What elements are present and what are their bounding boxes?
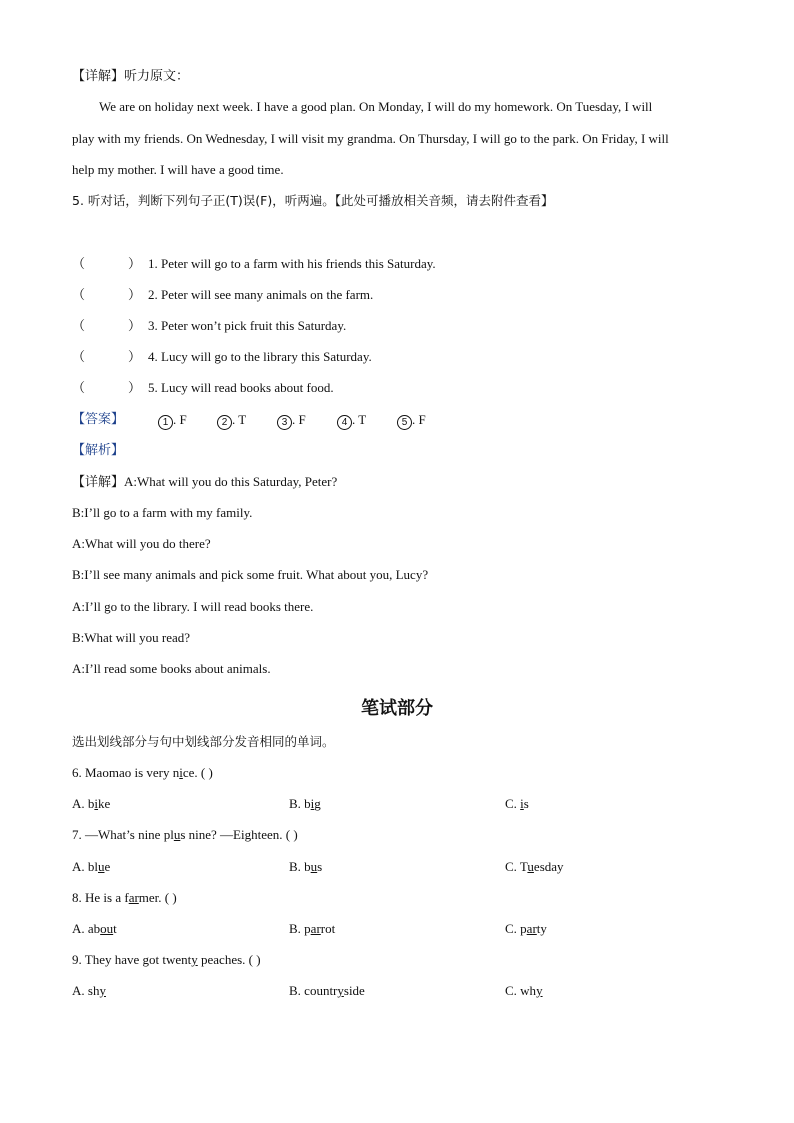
- option-b[interactable]: B. parrot: [289, 921, 336, 936]
- answer-paren-close: ）: [128, 256, 142, 271]
- judge-statement: 4. Lucy will go to the library this Saturday.: [148, 349, 372, 364]
- dialogue-line: 【详解】A:What will you do this Saturday, Peter?: [72, 474, 338, 490]
- dialogue-line: B:What will you read?: [72, 630, 191, 645]
- judge-statement: 3. Peter won’t pick fruit this Saturday.: [148, 318, 347, 333]
- option-a[interactable]: A. bike: [72, 796, 111, 811]
- option-c[interactable]: C. why: [505, 983, 543, 998]
- option-c[interactable]: C. party: [505, 921, 547, 936]
- question-stem: 9. They have got twenty peaches. ( ): [72, 952, 261, 967]
- option-b[interactable]: B. bus: [289, 859, 323, 874]
- dialogue-line: A:I’ll read some books about animals.: [72, 661, 271, 676]
- answer-paren-open: （: [72, 256, 86, 271]
- section-title: 笔试部分: [361, 698, 433, 719]
- answer-item: 5 . F: [397, 412, 426, 430]
- q5-instruction: 5. 听对话，判断下列句子正(T)误(F)，听两遍。【此处可播放相关音频，请去附件查看】: [72, 193, 554, 208]
- answer-paren-close: ）: [128, 380, 142, 395]
- analysis-label: 【解析】: [72, 443, 125, 458]
- answer-paren-open: （: [72, 287, 86, 302]
- answer-paren-open: （: [72, 318, 86, 333]
- listening-text-line: play with my friends. On Wednesday, I will visit my grandma. On Thursday, I will go to the park. On Friday, I will: [72, 131, 669, 146]
- question-stem: 6. Maomao is very nice. ( ): [72, 765, 213, 780]
- answer-item: 2 . T: [217, 412, 246, 430]
- option-a[interactable]: A. shy: [72, 983, 106, 998]
- detail-label: 【详解】: [72, 475, 125, 490]
- option-a[interactable]: A. blue: [72, 859, 111, 874]
- dialogue-line: B:I’ll see many animals and pick some fruit. What about you, Lucy?: [72, 567, 429, 582]
- question-stem: 8. He is a farmer. ( ): [72, 890, 177, 905]
- option-a[interactable]: A. about: [72, 921, 117, 936]
- option-c[interactable]: C. is: [505, 796, 529, 811]
- circled-number: 4: [337, 415, 352, 430]
- judge-statement: 5. Lucy will read books about food.: [148, 380, 334, 395]
- judge-statement: 1. Peter will go to a farm with his friends this Saturday.: [148, 256, 436, 271]
- listening-text-line: We are on holiday next week. I have a good plan. On Monday, I will do my homework. On Tuesday, I will: [99, 99, 653, 114]
- answer-item: 4 . T: [337, 412, 366, 430]
- dialogue-line: A:I’ll go to the library. I will read books there.: [72, 599, 314, 614]
- answer-item: 1 . F: [158, 412, 187, 430]
- listening-detail-label: 【详解】听力原文：: [72, 69, 190, 84]
- option-c[interactable]: C. Tuesday: [505, 859, 564, 874]
- question-stem: 7. —What’s nine plus nine? —Eighteen. ( ): [72, 827, 298, 842]
- answer-item: 3 . F: [277, 412, 306, 430]
- circled-number: 3: [277, 415, 292, 430]
- circled-number: 5: [397, 415, 412, 430]
- option-b[interactable]: B. big: [289, 796, 321, 811]
- circled-number: 2: [217, 415, 232, 430]
- section-instruction: 选出划线部分与句中划线部分发音相同的单词。: [72, 734, 335, 749]
- listening-text-line: help my mother. I will have a good time.: [72, 162, 284, 177]
- option-b[interactable]: B. countryside: [289, 983, 365, 998]
- answer-paren-close: ）: [128, 349, 142, 364]
- judge-statement: 2. Peter will see many animals on the farm.: [148, 287, 374, 302]
- dialogue-line: A:What will you do there?: [72, 536, 211, 551]
- answer-paren-close: ）: [128, 318, 142, 333]
- circled-number: 1: [158, 415, 173, 430]
- answer-paren-close: ）: [128, 287, 142, 302]
- answer-paren-open: （: [72, 349, 86, 364]
- answer-label: 【答案】: [72, 412, 125, 427]
- dialogue-line: B:I’ll go to a farm with my family.: [72, 505, 253, 520]
- answer-paren-open: （: [72, 380, 86, 395]
